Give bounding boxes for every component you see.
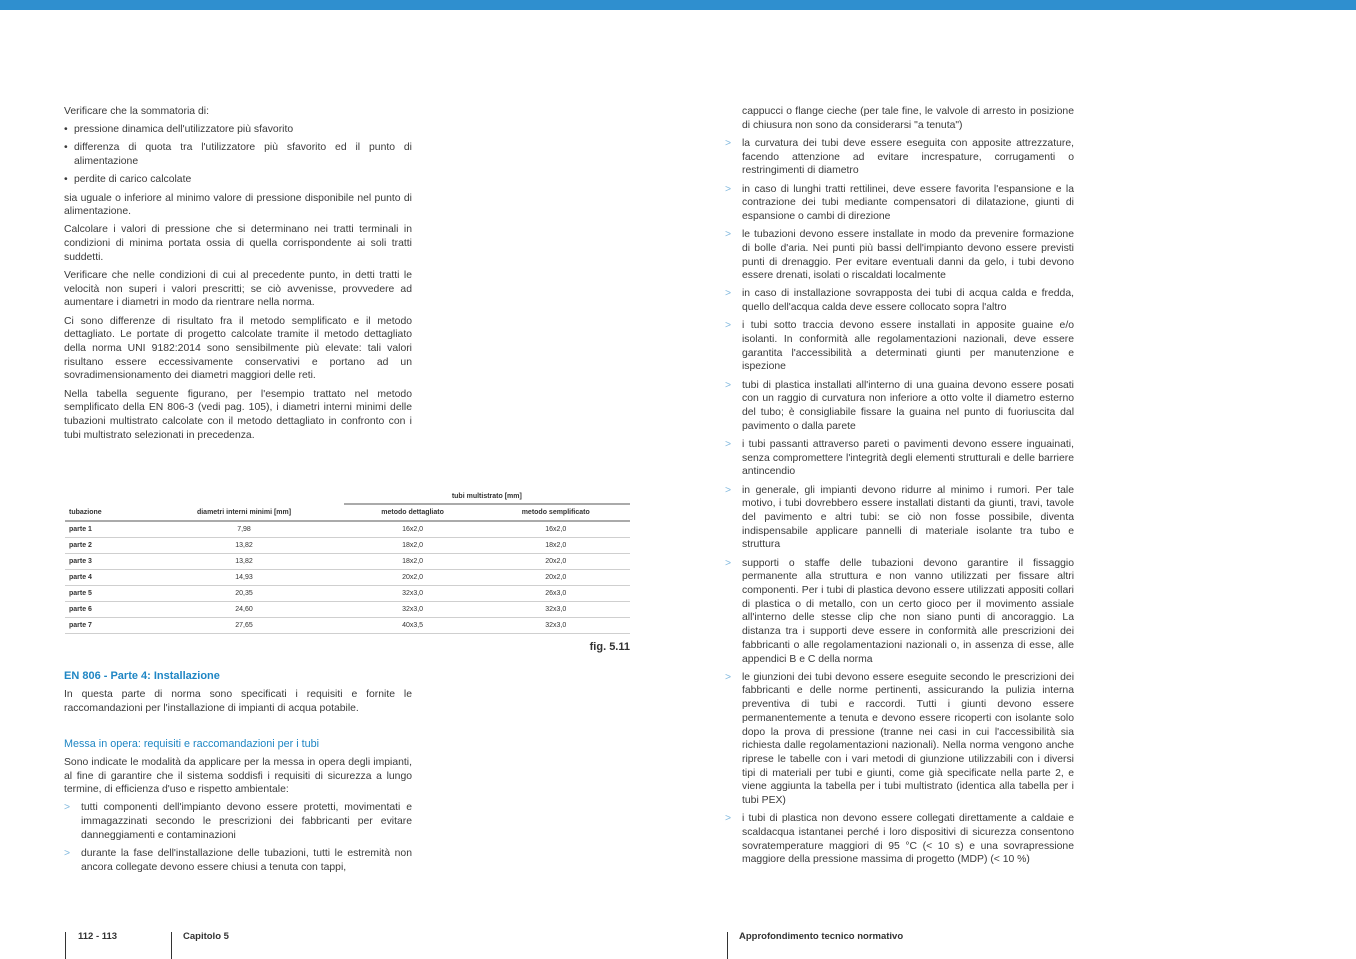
list-item [725,319,1074,374]
list-item-text: i tubi passanti attraverso pareti o pavimenti devono essere inguainati, senza compromettere l'integrità degli elementi strutturali e delle barriere antincendio [742,438,1074,478]
list-item [725,438,1074,479]
group-header: tubi multistrato [mm] [344,490,630,504]
section-label: Approfondimento tecnico normativo [739,931,904,942]
list-item-text: le tubazioni devono essere installate in modo da prevenire formazione di bolle d'aria. Nei punti più bassi dell'impianto devono essere previsti punti di drenaggio. Per evitare eventuali danni da gelo, i tubi devono essere drenati, isolati o riscaldati localmente [742,229,1074,282]
list-item-text: tubi di plastica installati all'interno di una guaina devono essere posati con un raggio di curvatura non inferiore a otto volte il diametro esterno del tubo; è consigliabile fissare la guaina nel punto di fuoriuscita dal pavimento o dalla parete [742,379,1074,432]
table-cell: 14,93 [144,570,343,586]
bullet-text: pressione dinamica dell'utilizzatore più sfavorito [74,124,294,136]
list-item [725,812,1074,867]
table-cell: 20,35 [144,586,343,602]
diameter-table [65,490,630,634]
table-cell: 13,82 [144,554,343,570]
paragraph: Nella tabella seguente figurano, per l'esempio trattato nel metodo semplificato della EN 806-3 (vedi pag. 105), i diametri interni minimi delle tubazioni multistrato calcolate con il metodo dettagliato in confronto con i tubi multistrato selezionati in precedenza. [64,388,412,441]
chevron-right-icon: > [725,320,732,332]
list-item [725,228,1074,283]
list-item [725,557,1074,667]
table-cell: 20x2,0 [482,570,631,586]
section-text: In questa parte di norma sono specificati i requisiti e fornite le raccomandazioni per l'installazione di impianti di acqua potabile. [64,689,412,714]
table-cell: 24,60 [144,602,343,618]
list-item [725,671,1074,808]
table-cell: 20x2,0 [482,554,631,570]
table-cell: 32x3,0 [482,618,631,634]
col-header: metodo dettagliato [344,504,482,521]
footer-divider [65,932,66,959]
paragraph: sia uguale o inferiore al minimo valore di pressione disponibile nel punto di alimentazione. [64,192,412,218]
table-cell: 16x2,0 [482,521,631,538]
figure-caption: fig. 5.11 [589,641,630,653]
chevron-right-icon: > [725,484,732,496]
paragraph: Calcolare i valori di pressione che si determinano nei tratti terminali in condizioni di minima portata ossia di quella corrispondente ai soli tratti suddetti. [64,224,412,263]
table-cell: 32x3,0 [344,586,482,602]
table-row [65,538,630,554]
chevron-right-icon: > [725,288,732,300]
table-cell: parte 1 [65,521,144,538]
chevron-right-icon: > [725,671,732,683]
table-cell: 32x3,0 [482,602,631,618]
chevron-right-icon: > [725,379,732,391]
col-header: diametri interni minimi [mm] [144,504,343,521]
list-item-text: in caso di lunghi tratti rettilinei, deve essere favorita l'espansione e la contrazione dei tubi mediante compensatori di dilatazione, giunti di espansione o cambi di direzione [742,183,1074,222]
list-item [725,484,1074,553]
list-item [725,137,1074,178]
chevron-right-icon: > [64,848,71,860]
list-item [725,183,1074,224]
list-item-text: in generale, gli impianti devono ridurre al minimo i rumori. Per tale motivo, i tubi dovrebbero essere installati distanti da giunti, travi, tavole del pavimento e altri tubi: se ciò non fosse possibile, diventa indispensabile applicare pannelli di materiale isolante tra tubo e struttura [742,484,1074,551]
table-cell: 7,98 [144,521,343,538]
table-cell: parte 6 [65,602,144,618]
paragraph: Ci sono differenze di risultato fra il metodo semplificato e il metodo dettagliato. Le portate di progetto calcolate tramite il metodo dettagliato della norma UNI 9182:2014 sono sensibilmente più elevate: tali valori risultano essere eccessivamente conservativi e portano ad un sovradimensionamento dei diametri maggiori delle reti. [64,315,412,382]
list-item [725,379,1074,434]
chevron-right-icon: > [725,438,732,450]
table-row [65,586,630,602]
chapter-label: Capitolo 5 [183,931,229,942]
bullet-icon: • [64,142,68,154]
table-cell: 16x2,0 [344,521,482,538]
table-cell: parte 4 [65,570,144,586]
table-row [65,521,630,538]
table-cell: 26x3,0 [482,586,631,602]
table-cell: 32x3,0 [344,602,482,618]
subsection-title: Messa in opera: requisiti e raccomandazioni per i tubi [64,737,320,750]
table-cell: parte 3 [65,554,144,570]
table-cell: parte 7 [65,618,144,634]
list-item-text: i tubi di plastica non devono essere collegati direttamente a caldaie e scaldacqua istantanei perché i loro dispositivi di sicurezza consentono sovratemperature maggiori di 95 °C (< 10 s) e una sovrapressione maggiore della pressione massima di progetto (MDP) (< 10 %) [742,813,1074,866]
table-cell: 18x2,0 [482,538,631,554]
chevron-right-icon: > [64,802,71,814]
list-item [64,847,412,874]
table-cell: 20x2,0 [344,570,482,586]
chevron-right-icon: > [725,183,732,195]
bullet-icon: • [64,124,68,136]
table-row [65,554,630,570]
chevron-right-icon: > [725,557,732,569]
list-item-text: in caso di installazione sovrapposta dei tubi di acqua calda e fredda, quello dell'acqua calda deve essere collocato sopra l'altro [742,288,1074,314]
left-column-top [64,105,412,447]
bullet-icon: • [64,174,68,186]
list-item-text: tutti componenti dell'impianto devono essere protetti, movimentati e immagazzinati secondo le prescrizioni dei fabbricanti per evitare danneggiamenti e contaminazioni [81,802,412,841]
continuation-text: cappucci o flange cieche (per tale fine, le valvole di arresto in posizione di chiusura non sono da considerarsi "a tenuta") [742,106,1074,131]
list-item-text: supporti o staffe delle tubazioni devono garantire il fissaggio permanente alla struttura e non vanno utilizzati per fissare altri componenti. Per i tubi di plastica devono essere utilizzati appositi collari di plastica o di metallo, con un certo gioco per il movimento assiale all'interno delle stesse clip che non siano punti di ancoraggio. La distanza tra i supporti deve essere in conformità alle prescrizioni dei fabbricanti o alle regolamentazioni nazionali o, in assenza di esse, alle appendici B e C della norma [742,557,1074,665]
bullet-text: differenza di quota tra l'utilizzatore più sfavorito ed il punto di alimentazione [74,142,412,168]
table-cell: parte 5 [65,586,144,602]
footer-divider [727,932,728,959]
col-header: tubazione [65,504,144,521]
list-item-text: durante la fase dell'installazione delle tubazioni, tutti le estremità non ancora collegate devono essere chiusi a tenuta con tappi, [81,848,412,873]
right-column [725,105,1074,872]
col-header: metodo semplificato [482,504,631,521]
subsection-text: Sono indicate le modalità da applicare per la messa in opera degli impianti, al fine di garantire che il sistema soddisfi i requisiti di sicurezza a lungo termine, di efficienza d'uso e rispetto ambientale: [64,756,412,796]
list-item [725,287,1074,314]
bullet-item [64,141,412,168]
top-color-bar [0,0,1356,10]
chevron-right-icon: > [725,813,732,825]
table-cell: 27,65 [144,618,343,634]
bullet-item [64,173,412,187]
paragraph: Verificare che nelle condizioni di cui al precedente punto, in detti tratti le velocità non superi i valori prescritti; se ciò avvenisse, provvedere ad aumentare i diametri in modo da rientrare nella norma. [64,270,412,309]
bullet-item [64,123,412,137]
table-row [65,618,630,634]
table-row [65,570,630,586]
table-row [65,602,630,618]
bullet-text: perdite di carico calcolate [74,174,192,186]
list-item [64,801,412,842]
left-column-bottom [64,670,412,879]
table-cell: 13,82 [144,538,343,554]
table-cell: 18x2,0 [344,538,482,554]
list-item-text: le giunzioni dei tubi devono essere eseguite secondo le prescrizioni dei fabbricanti e delle norme pertinenti, assicurando la pulizia interna preventiva di tubi e raccordi. Tutti i giunti devono essere permanentemente a tenuta e devono essere ricoperti con isolante solo dopo la prova di pressione (tranne nei casi in cui l'accessibilità sia richiesta dalle regolamentazioni nazionali). Nella norma vengono anche riprese le tabelle con i vari metodi di giunzione utilizzabili con i diversi tipi di materiali per tubi e giunti, come già specificate nella parte 2, e viene aggiunta la tabella per i tubi multistrato (identica alla tabella per i tubi PEX) [742,671,1074,807]
section-title: EN 806 - Parte 4: Installazione [64,670,220,682]
list-item-text: i tubi sotto traccia devono essere installati in apposite guaine e/o isolanti. In conformità alle regolamentazioni nazionali, deve essere garantita l'accessibilità a determinati giunti per manutenzione e ispezione [742,320,1074,373]
footer-divider [171,932,172,959]
table-cell: 40x3,5 [344,618,482,634]
page-numbers: 112 - 113 [78,931,118,942]
chevron-right-icon: > [725,137,732,149]
table-cell: 18x2,0 [344,554,482,570]
chevron-right-icon: > [725,229,732,241]
list-item-text: la curvatura dei tubi deve essere eseguita con apposite attrezzature, facendo attenzione ad evitare increspature, corrugamenti o restringimenti di diametro [742,137,1074,177]
table-cell: parte 2 [65,538,144,554]
intro-text: Verificare che la sommatoria di: [64,106,209,117]
